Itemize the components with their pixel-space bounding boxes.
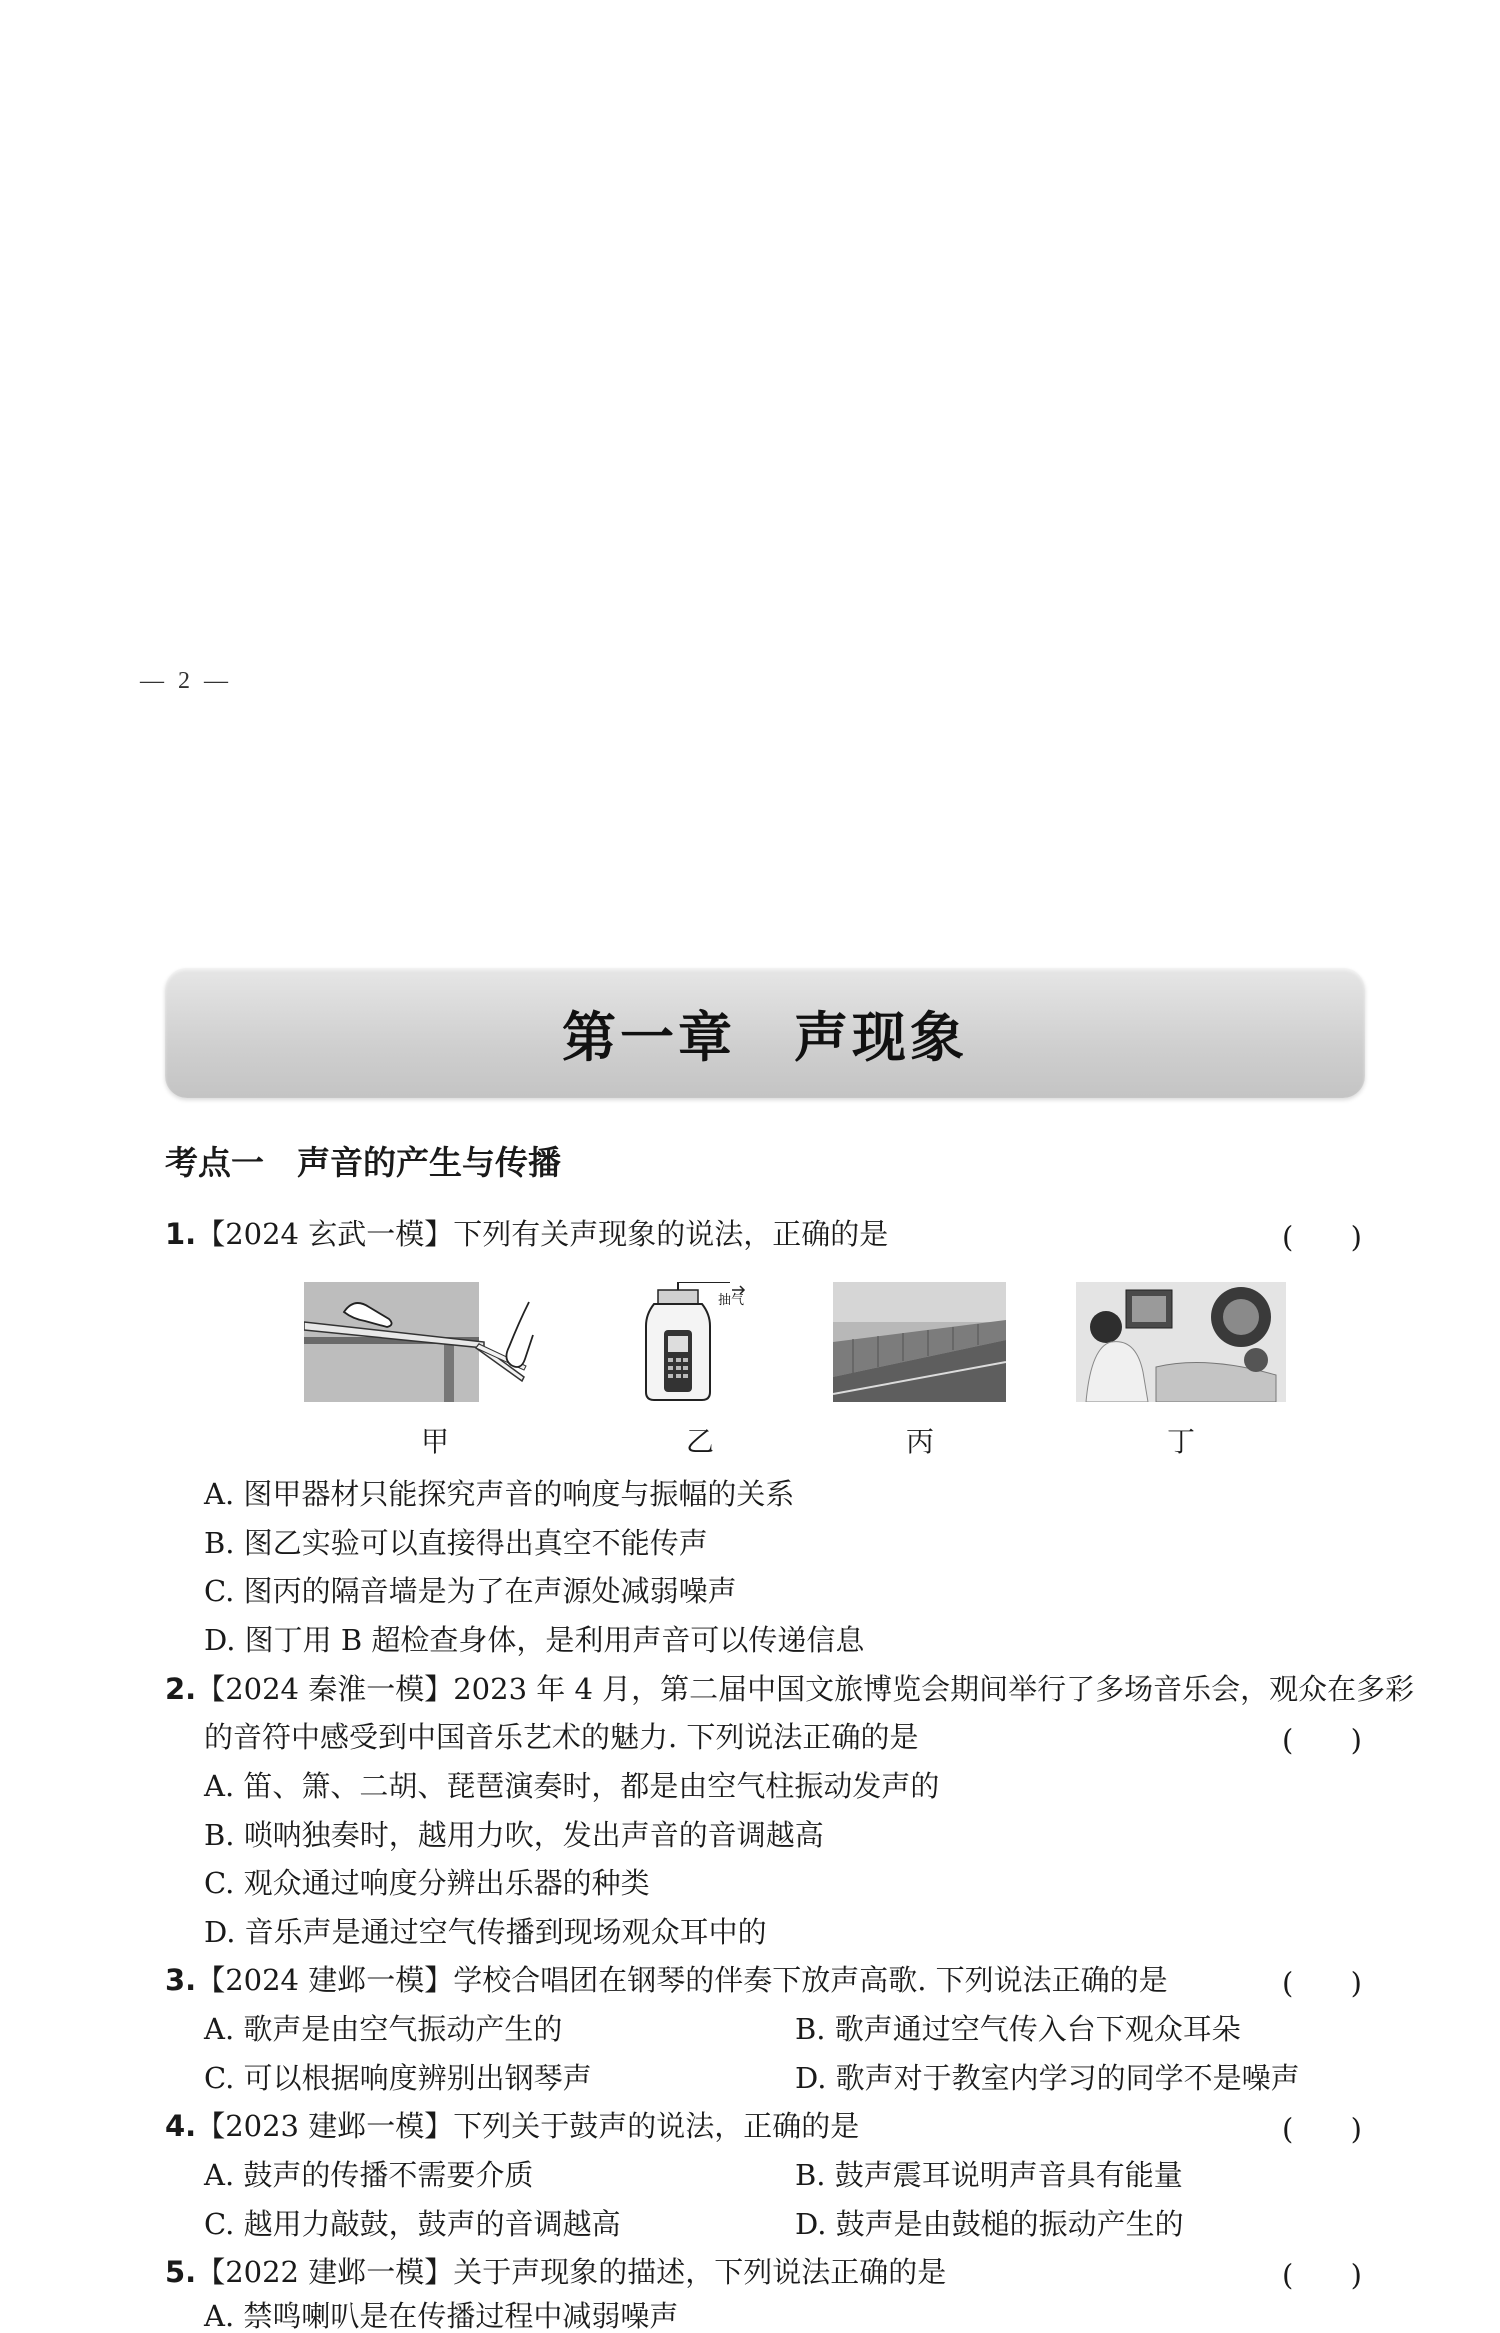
question-number: 2.: [165, 1672, 197, 1706]
q2-option-b: B. 唢呐独奏时，越用力吹，发出声音的音调越高: [204, 1818, 824, 1852]
figure-label-yi: 乙: [685, 1425, 714, 1458]
q1-option-d: D. 图丁用 B 超检查身体，是利用声音可以传递信息: [204, 1623, 865, 1657]
bracket-close: ): [1350, 1220, 1362, 1254]
q3-option-c: C. 可以根据响度辨别出钢琴声: [204, 2061, 592, 2095]
chapter-title: 第一章 声现象: [562, 1004, 968, 1069]
answer-bracket: [1282, 2112, 1362, 2146]
bracket-close: ): [1350, 1966, 1362, 2000]
figure-label-jia: 甲: [420, 1425, 449, 1458]
bracket-open: (: [1282, 2258, 1294, 2292]
figure-label-bing: 丙: [905, 1425, 934, 1458]
question-4-stem: [165, 2109, 860, 2143]
question-text: 【2024 建邺一模】学校合唱团在钢琴的伴奏下放声高歌. 下列说法正确的是: [196, 1963, 1168, 1997]
bracket-open: (: [1282, 2112, 1294, 2146]
bracket-close: ): [1350, 2258, 1362, 2292]
q3-option-d: D. 歌声对于教室内学习的同学不是噪声: [795, 2061, 1300, 2095]
q1-option-a: A. 图甲器材只能探究声音的响度与振幅的关系: [204, 1477, 795, 1511]
question-5-stem: [165, 2255, 947, 2289]
answer-bracket: [1282, 2258, 1362, 2292]
q2-option-d: D. 音乐声是通过空气传播到现场观众耳中的: [204, 1915, 767, 1949]
figure-jia-ruler-table: [304, 1282, 564, 1402]
page-number: — 2 —: [140, 668, 232, 694]
figure-label-ding: 丁: [1166, 1425, 1195, 1458]
q4-option-a: A. 鼓声的传播不需要介质: [204, 2158, 534, 2192]
q4-option-c: C. 越用力敲鼓，鼓声的音调越高: [204, 2207, 621, 2241]
question-text: 【2022 建邺一模】关于声现象的描述，下列说法正确的是: [196, 2255, 947, 2289]
bracket-open: (: [1282, 1966, 1294, 2000]
answer-bracket: [1282, 1966, 1362, 2000]
answer-bracket: [1282, 1723, 1362, 1757]
chapter-banner: [165, 968, 1365, 1098]
question-1-stem: [165, 1217, 889, 1251]
question-number: 3.: [165, 1963, 197, 1997]
q3-option-a: A. 歌声是由空气振动产生的: [204, 2012, 563, 2046]
figure-ding-ultrasound: [1076, 1282, 1286, 1402]
q5-option-a: A. 禁鸣喇叭是在传播过程中减弱噪声: [204, 2299, 679, 2333]
question-text: 【2023 建邺一模】下列关于鼓声的说法，正确的是: [196, 2109, 860, 2143]
figure-yi-vacuum-jar: [640, 1282, 760, 1402]
q1-option-c: C. 图丙的隔音墙是为了在声源处减弱噪声: [204, 1574, 737, 1608]
q4-option-b: B. 鼓声震耳说明声音具有能量: [795, 2158, 1183, 2192]
question-number: 1.: [165, 1217, 197, 1251]
answer-bracket: [1282, 1220, 1362, 1254]
question-text: 【2024 玄武一模】下列有关声现象的说法，正确的是: [196, 1217, 889, 1251]
q1-option-b: B. 图乙实验可以直接得出真空不能传声: [204, 1526, 708, 1560]
bracket-open: (: [1282, 1220, 1294, 1254]
question-3-stem: [165, 1963, 1168, 1997]
section-title: 考点一 声音的产生与传播: [165, 1143, 561, 1182]
question-2-stem: [165, 1672, 1415, 1706]
figure-bing-sound-barrier: [833, 1282, 1006, 1402]
question-number: 5.: [165, 2255, 197, 2289]
bracket-close: ): [1350, 2112, 1362, 2146]
question-2-stem-continued: 的音符中感受到中国音乐艺术的魅力. 下列说法正确的是: [204, 1720, 919, 1754]
question-text: 【2024 秦淮一模】2023 年 4 月，第二届中国文旅博览会期间举行了多场音乐会，观众在多彩: [196, 1672, 1415, 1706]
q4-option-d: D. 鼓声是由鼓槌的振动产生的: [795, 2207, 1184, 2241]
q2-option-c: C. 观众通过响度分辨出乐器的种类: [204, 1866, 650, 1900]
bracket-close: ): [1350, 1723, 1362, 1757]
q2-option-a: A. 笛、箫、二胡、琵琶演奏时，都是由空气柱振动发声的: [204, 1769, 940, 1803]
question-number: 4.: [165, 2109, 197, 2143]
bracket-open: (: [1282, 1723, 1294, 1757]
q3-option-b: B. 歌声通过空气传入台下观众耳朵: [795, 2012, 1241, 2046]
pump-label: 抽气: [718, 1293, 745, 1308]
